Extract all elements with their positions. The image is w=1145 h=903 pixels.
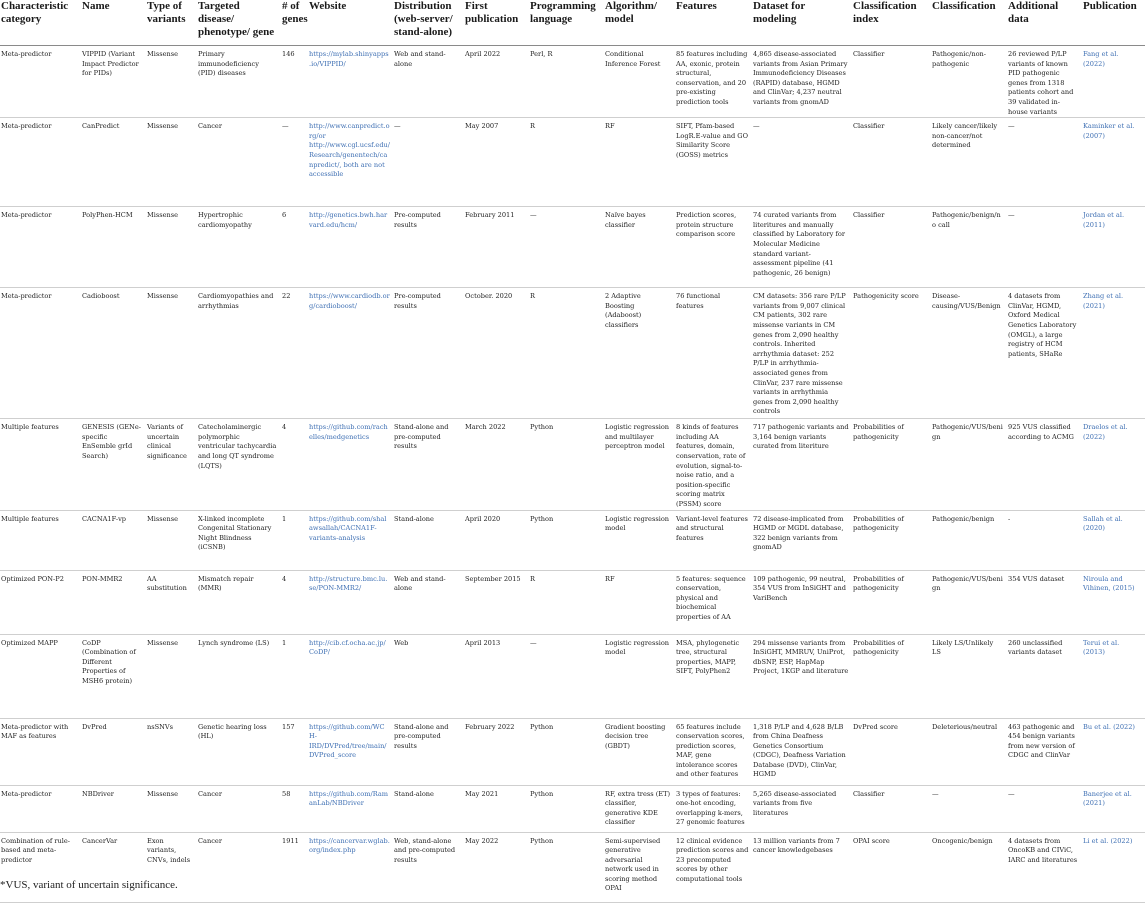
column-header-dataset: Dataset for modeling <box>752 0 852 46</box>
cell-variant-type: Missense <box>146 46 197 118</box>
cell-variant-type: Missense <box>146 288 197 419</box>
cell-algorithm: Logistic regression and multilayer perceptron model <box>604 419 675 510</box>
cell-features: 5 features: sequence conservation, physical and biochemical properties of AA <box>675 570 752 634</box>
table-row <box>0 118 1145 207</box>
publication-link[interactable]: Draelos et al. (2022) <box>1082 419 1145 510</box>
table-row <box>0 718 1145 785</box>
cell-variant-type: Exon variants, CNVs, indels <box>146 832 197 902</box>
cell-classification: Disease-causing/VUS/Benign <box>931 288 1007 419</box>
cell-classification: — <box>931 785 1007 832</box>
column-header-distribution: Distribution (web-server/ stand-alone) <box>393 0 464 46</box>
cell-classification: Pathogenic/non-pathogenic <box>931 46 1007 118</box>
cell-disease: Catecholaminergic polymorphic ventricular tachycardia and long QT syndrome (LQTS) <box>197 419 281 510</box>
cell-classification-index: Probabilities of pathogenicity <box>852 570 931 634</box>
table-body <box>0 46 1145 903</box>
cell-first-publication: February 2011 <box>464 207 529 288</box>
cell-features: MSA, phylogenetic tree, structural properties, MAPP, SIFT, PolyPhen2 <box>675 634 752 718</box>
cell-features: 3 types of features: one-hot encoding, overlapping k-mers, 27 genomic features <box>675 785 752 832</box>
cell-language: Python <box>529 785 604 832</box>
cell-category: Optimized MAPP <box>0 634 81 718</box>
cell-disease: Cancer <box>197 118 281 207</box>
cell-variant-type: Missense <box>146 785 197 832</box>
cell-name: CACNA1F-vp <box>81 510 146 570</box>
cell-category: Meta-predictor with MAF as features <box>0 718 81 785</box>
cell-gene-count: 22 <box>281 288 308 419</box>
cell-classification-index: Classifier <box>852 785 931 832</box>
cell-distribution: Web, stand-alone and pre-computed results <box>393 832 464 902</box>
cell-distribution: Stand-alone and pre-computed results <box>393 419 464 510</box>
cell-gene-count: 146 <box>281 46 308 118</box>
cell-dataset: — <box>752 118 852 207</box>
cell-first-publication: October. 2020 <box>464 288 529 419</box>
table-row <box>0 288 1145 419</box>
cell-category: Meta-predictor <box>0 288 81 419</box>
cell-features: 85 features including AA, exonic, protein structural, conservation, and 20 pre-existing prediction tools <box>675 46 752 118</box>
table-header <box>0 0 1145 46</box>
cell-gene-count: 1911 <box>281 832 308 902</box>
cell-variant-type: nsSNVs <box>146 718 197 785</box>
publication-link[interactable]: Fang et al. (2022) <box>1082 46 1145 118</box>
cell-distribution: Web and stand-alone <box>393 570 464 634</box>
cell-name: PON-MMR2 <box>81 570 146 634</box>
website-link[interactable]: https://github.com/shalawsallah/CACNA1F-variants-analysis <box>308 510 393 570</box>
cell-features: SIFT, Pfam-based LogR.E-value and GO Similarity Score (GOSS) metrics <box>675 118 752 207</box>
table-row <box>0 46 1145 118</box>
cell-additional-data: 463 pathogenic and 454 benign variants from new version of CDGC and ClinVar <box>1007 718 1082 785</box>
cell-algorithm: Conditional Inference Forest <box>604 46 675 118</box>
cell-algorithm: Naïve bayes classifier <box>604 207 675 288</box>
cell-gene-count: 58 <box>281 785 308 832</box>
cell-additional-data: 4 datasets from OncoKB and CIViC, IARC and literatures <box>1007 832 1082 902</box>
cell-features: Variant-level features and structural features <box>675 510 752 570</box>
cell-first-publication: April 2013 <box>464 634 529 718</box>
publication-link[interactable]: Kaminker et al. (2007) <box>1082 118 1145 207</box>
cell-distribution: Pre-computed results <box>393 207 464 288</box>
cell-first-publication: May 2021 <box>464 785 529 832</box>
cell-dataset: 4,865 disease-associated variants from Asian Primary Immunodeficiency Diseases (RAPID) database, HGMD and ClinVar; 4,237 neutral variants from gnomAD <box>752 46 852 118</box>
cell-disease: X-linked incomplete Congenital Stationary Night Blindness (iCSNB) <box>197 510 281 570</box>
cell-dataset: 74 curated variants from literitures and manually classified by Laboratory for Molecular Medicine standard variant-assessment pipeline (41 pathogenic, 26 benign) <box>752 207 852 288</box>
cell-first-publication: February 2022 <box>464 718 529 785</box>
cell-variant-type: AA substitution <box>146 570 197 634</box>
publication-link[interactable]: Zhang et al. (2021) <box>1082 288 1145 419</box>
publication-link[interactable]: Jordan et al. (2011) <box>1082 207 1145 288</box>
cell-variant-type: Missense <box>146 634 197 718</box>
cell-additional-data: 354 VUS dataset <box>1007 570 1082 634</box>
cell-additional-data: 260 unclassified variants dataset <box>1007 634 1082 718</box>
cell-first-publication: April 2022 <box>464 46 529 118</box>
cell-dataset: 5,265 disease-associated variants from five literatures <box>752 785 852 832</box>
cell-gene-count: 4 <box>281 570 308 634</box>
cell-distribution: Web <box>393 634 464 718</box>
cell-additional-data: — <box>1007 207 1082 288</box>
cell-distribution: Stand-alone <box>393 510 464 570</box>
cell-classification-index: DvPred score <box>852 718 931 785</box>
table-row <box>0 510 1145 570</box>
website-link[interactable]: https://www.cardiodb.org/cardioboost/ <box>308 288 393 419</box>
cell-variant-type: Missense <box>146 118 197 207</box>
cell-algorithm: Logistic regression model <box>604 510 675 570</box>
cell-features: 8 kinds of features including AA features, domain, conservation, rate of evolution, signal-to-noise ratio, and a position-specific scoring matrix (PSSM) score <box>675 419 752 510</box>
cell-category: Optimized PON-P2 <box>0 570 81 634</box>
cell-gene-count: 1 <box>281 634 308 718</box>
cell-category: Multiple features <box>0 510 81 570</box>
column-header-disease: Targeted disease/ phenotype/ gene <box>197 0 281 46</box>
cell-algorithm: Logistic regression model <box>604 634 675 718</box>
cell-category: Meta-predictor <box>0 785 81 832</box>
cell-dataset: 717 pathogenic variants and 3,164 benign variants curated from literiture <box>752 419 852 510</box>
column-header-features: Features <box>675 0 752 46</box>
cell-distribution: Stand-alone <box>393 785 464 832</box>
cell-disease: Cancer <box>197 832 281 902</box>
cell-classification-index: Pathogenicity score <box>852 288 931 419</box>
cell-language: — <box>529 634 604 718</box>
cell-classification-index: Probabilities of pathogenicity <box>852 510 931 570</box>
website-link[interactable]: https://cancervar.wglab.org/index.php <box>308 832 393 902</box>
website-link[interactable]: http://www.canpredict.org/or http://www.cgl.ucsf.edu/Research/genentech/canpredict/, both are not accessible <box>308 118 393 207</box>
cell-language: R <box>529 288 604 419</box>
cell-language: R <box>529 570 604 634</box>
cell-language: — <box>529 207 604 288</box>
cell-classification: Likely cancer/likely non-cancer/not determined <box>931 118 1007 207</box>
table-row <box>0 634 1145 718</box>
cell-language: Python <box>529 718 604 785</box>
publication-link[interactable]: Li et al. (2022) <box>1082 832 1145 902</box>
publication-link[interactable]: Terui et al. (2013) <box>1082 634 1145 718</box>
cell-disease: Lynch syndrome (LS) <box>197 634 281 718</box>
cell-distribution: Web and stand-alone <box>393 46 464 118</box>
table-row <box>0 785 1145 832</box>
cell-classification-index: Probabilities of pathogenicity <box>852 419 931 510</box>
cell-dataset: 13 million variants from 7 cancer knowledgebases <box>752 832 852 902</box>
cell-disease: Genetic hearing loss (HL) <box>197 718 281 785</box>
cell-distribution: Stand-alone and pre-computed results <box>393 718 464 785</box>
cell-name: PolyPhen-HCM <box>81 207 146 288</box>
column-header-publication: Publication <box>1082 0 1145 46</box>
cell-category: Meta-predictor <box>0 207 81 288</box>
publication-link[interactable]: Niroula and Vihinen, (2015) <box>1082 570 1145 634</box>
table-row <box>0 207 1145 288</box>
cell-gene-count: 157 <box>281 718 308 785</box>
column-header-variant-type: Type of variants <box>146 0 197 46</box>
cell-additional-data: - <box>1007 510 1082 570</box>
cell-gene-count: 4 <box>281 419 308 510</box>
cell-disease: Mismatch repair (MMR) <box>197 570 281 634</box>
cell-language: Python <box>529 510 604 570</box>
cell-algorithm: Semi-supervised generative adversarial network used in scoring method OPAI <box>604 832 675 902</box>
cell-distribution: Pre-computed results <box>393 288 464 419</box>
cell-disease: Primary immunodeficiency (PID) diseases <box>197 46 281 118</box>
cell-variant-type: Missense <box>146 510 197 570</box>
cell-gene-count: 1 <box>281 510 308 570</box>
cell-language: Python <box>529 832 604 902</box>
cell-language: Python <box>529 419 604 510</box>
column-header-additional-data: Additional data <box>1007 0 1082 46</box>
website-link[interactable]: http://genetics.bwh.harvard.edu/hcm/ <box>308 207 393 288</box>
cell-name: NBDriver <box>81 785 146 832</box>
cell-additional-data: 925 VUS classified according to ACMG <box>1007 419 1082 510</box>
cell-algorithm: 2 Adaptive Boosting (Adaboost) classifiers <box>604 288 675 419</box>
cell-algorithm: RF <box>604 118 675 207</box>
cell-algorithm: RF <box>604 570 675 634</box>
cell-classification: Pathogenic/benign/no call <box>931 207 1007 288</box>
cell-additional-data: — <box>1007 118 1082 207</box>
column-header-classification: Classification <box>931 0 1007 46</box>
cell-dataset: 72 disease-implicated from HGMD or MGDL database, 322 benign variants from gnomAD <box>752 510 852 570</box>
cell-features: 76 functional features <box>675 288 752 419</box>
cell-classification: Pathogenic/benign <box>931 510 1007 570</box>
cell-dataset: 1,318 P/LP and 4,628 B/LB from China Deafness Genetics Consortium (CDGC), Deafness Variation Database (DVD), ClinVar, HGMD <box>752 718 852 785</box>
cell-features: 65 features include conservation scores, prediction scores, MAF, gene intolerance scores and other features <box>675 718 752 785</box>
cell-name: GENESIS (GENe-specific EnSemble grId Search) <box>81 419 146 510</box>
cell-name: Cadioboost <box>81 288 146 419</box>
cell-algorithm: RF, extra tress (ET) classifier, generative KDE classifier <box>604 785 675 832</box>
cell-first-publication: September 2015 <box>464 570 529 634</box>
cell-disease: Cardiomyopathies and arrhythmias <box>197 288 281 419</box>
cell-first-publication: May 2007 <box>464 118 529 207</box>
cell-classification: Likely LS/Unlikely LS <box>931 634 1007 718</box>
cell-classification: Deleterious/neutral <box>931 718 1007 785</box>
publication-link[interactable]: Sallah et al. (2020) <box>1082 510 1145 570</box>
cell-distribution: — <box>393 118 464 207</box>
cell-name: VIPPID (Variant Impact Predictor for PIDs) <box>81 46 146 118</box>
column-header-website: Website <box>308 0 393 46</box>
column-header-category: Characteristic category <box>0 0 81 46</box>
table-row <box>0 419 1145 510</box>
cell-algorithm: Gradient boosting decision tree (GBDT) <box>604 718 675 785</box>
website-link[interactable]: https://mylab.shinyapps.io/VIPPID/ <box>308 46 393 118</box>
cell-category: Meta-predictor <box>0 46 81 118</box>
cell-disease: Cancer <box>197 785 281 832</box>
cell-variant-type: Variants of uncertain clinical significance <box>146 419 197 510</box>
cell-category: Multiple features <box>0 419 81 510</box>
website-link[interactable]: https://github.com/WCH-IRD/DVPred/tree/main/DVPred_score <box>308 718 393 785</box>
cell-language: R <box>529 118 604 207</box>
cell-first-publication: May 2022 <box>464 832 529 902</box>
column-header-algorithm: Algorithm/ model <box>604 0 675 46</box>
column-header-first-publication: First publication <box>464 0 529 46</box>
cell-dataset: 294 missense variants from InSiGHT, MMRUV, UniProt, dbSNP, ESP, HapMap Project, 1KGP and literature <box>752 634 852 718</box>
column-header-classification-index: Classification index <box>852 0 931 46</box>
cell-dataset: CM datasets: 356 rare P/LP variants from 9,007 clinical CM patients, 302 rare missense variants in CM genes from 2,090 healthy controls. Inherited arrhythmia dataset: 252 P/LP in arrhythmia-associated genes from ClinVar, 237 rare missense variants in arrhythmia genes from 2,090 healthy controls <box>752 288 852 419</box>
column-header-gene-count: # of genes <box>281 0 308 46</box>
website-link[interactable]: https://github.com/rachelles/medgenetics <box>308 419 393 510</box>
table-row <box>0 570 1145 634</box>
cell-classification: Oncogenic/benign <box>931 832 1007 902</box>
website-link[interactable]: http://structure.bmc.lu.se/PON-MMR2/ <box>308 570 393 634</box>
cell-name: DvPred <box>81 718 146 785</box>
cell-features: Prediction scores, protein structure comparison score <box>675 207 752 288</box>
cell-name: CancerVar <box>81 832 146 902</box>
cell-additional-data: 26 reviewed P/LP variants of known PID pathogenic genes from 1318 patients cohort and 39 validated in-house variants <box>1007 46 1082 118</box>
cell-disease: Hypertrophic cardiomyopathy <box>197 207 281 288</box>
cell-first-publication: March 2022 <box>464 419 529 510</box>
cell-gene-count: — <box>281 118 308 207</box>
cell-first-publication: April 2020 <box>464 510 529 570</box>
footnote: *VUS, variant of uncertain significance. <box>0 879 178 891</box>
cell-gene-count: 6 <box>281 207 308 288</box>
cell-classification-index: Classifier <box>852 46 931 118</box>
cell-language: Perl, R <box>529 46 604 118</box>
column-header-name: Name <box>81 0 146 46</box>
cell-dataset: 109 pathogenic, 99 neutral, 354 VUS from InSiGHT and VariBench <box>752 570 852 634</box>
header-row <box>0 0 1145 46</box>
cell-classification-index: OPAI score <box>852 832 931 902</box>
column-header-language: Programming language <box>529 0 604 46</box>
publication-link[interactable]: Bu et al. (2022) <box>1082 718 1145 785</box>
cell-variant-type: Missense <box>146 207 197 288</box>
website-link[interactable]: http://cib.cf.ocha.ac.jp/CoDP/ <box>308 634 393 718</box>
cell-name: CoDP (Combination of Different Properties of MSH6 protein) <box>81 634 146 718</box>
cell-classification: Pathogenic/VUS/benign <box>931 570 1007 634</box>
cell-classification-index: Classifier <box>852 118 931 207</box>
cell-category: Combination of rule-based and meta-predictor <box>0 832 81 902</box>
cell-name: CanPredict <box>81 118 146 207</box>
cell-additional-data: — <box>1007 785 1082 832</box>
cell-classification-index: Probabilities of pathogenicity <box>852 634 931 718</box>
cell-category: Meta-predictor <box>0 118 81 207</box>
cell-classification-index: Classifier <box>852 207 931 288</box>
cell-classification: Pathogenic/VUS/benign <box>931 419 1007 510</box>
publication-link[interactable]: Banerjee et al. (2021) <box>1082 785 1145 832</box>
website-link[interactable]: https://github.com/RamanLab/NBDriver <box>308 785 393 832</box>
cell-features: 12 clinical evidence prediction scores and 23 precomputed scores by other computational tools <box>675 832 752 902</box>
cell-additional-data: 4 datasets from ClinVar, HGMD, Oxford Medical Genetics Laboratory (OMGL), a large registry of HCM patients, SHaRe <box>1007 288 1082 419</box>
